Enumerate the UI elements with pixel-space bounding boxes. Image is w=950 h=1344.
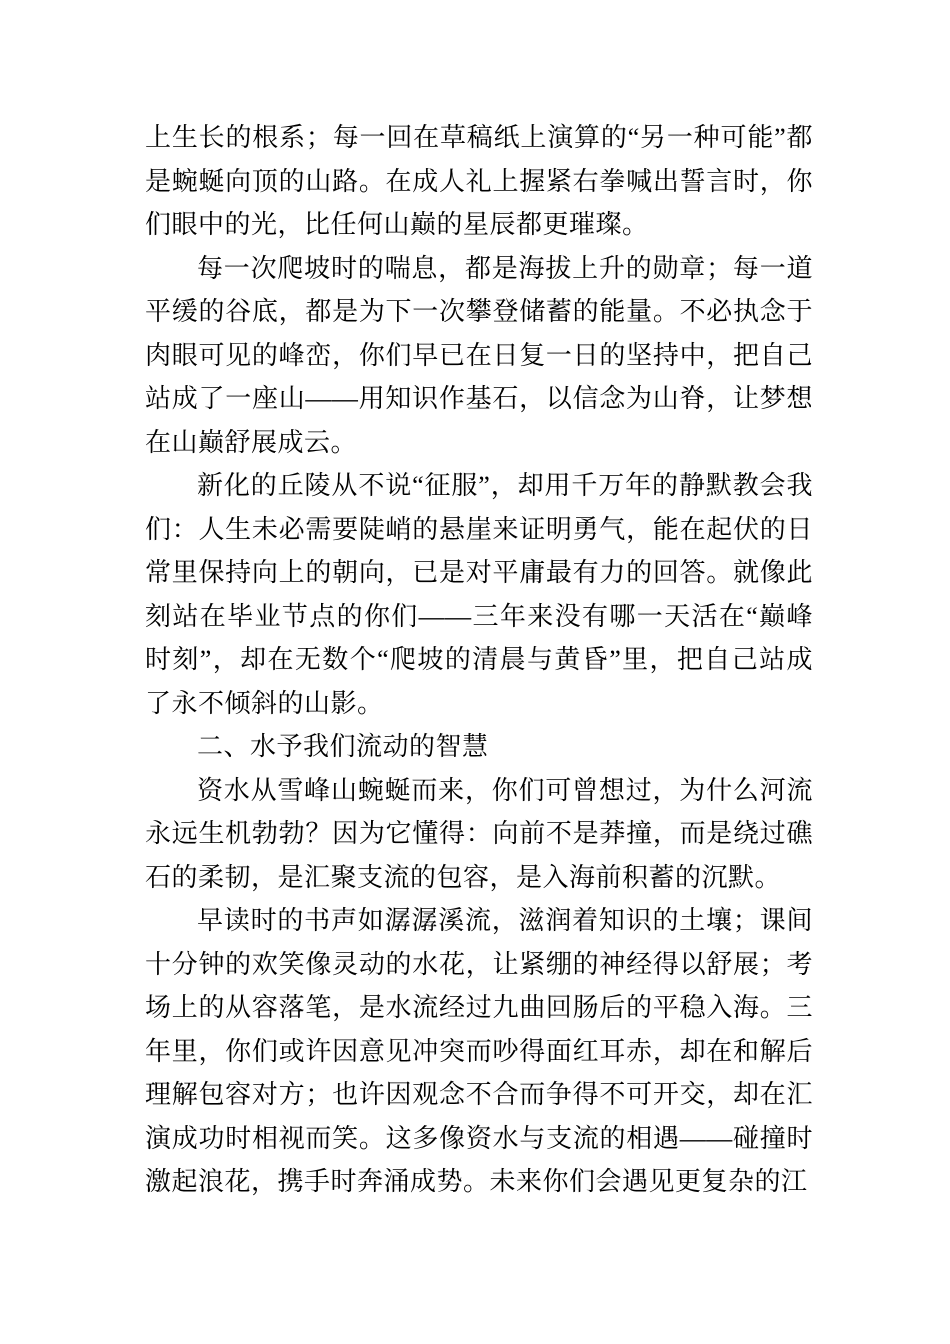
paragraph-xinhua-hills: 新化的丘陵从不说“征服”，却用千万年的静默教会我们：人生未必需要陡峭的悬崖来证明勇气，能在起伏的日常里保持向上的朝向，已是对平庸最有力的回答。就像此刻站在毕业节点的你们——三年来没有哪一天活在“巅峰时刻”，却在无数个“爬坡的清晨与黄昏”里，把自己站成了永不倾斜的山影。 [145, 471, 813, 718]
paragraph-mountain-continuation: 上生长的根系；每一回在草稿纸上演算的“另一种可能”都是蜿蜒向顶的山路。在成人礼上握紧右拳喊出誓言时，你们眼中的光，比任何山巅的星辰都更璀璨。 [145, 123, 813, 239]
document-body [145, 116, 813, 1204]
paragraph-zishui-river: 资水从雪峰山蜿蜒而来，你们可曾想过，为什么河流永远生机勃勃？因为它懂得：向前不是莽撞，而是绕过礁石的柔韧，是汇聚支流的包容，是入海前积蓄的沉默。 [145, 775, 813, 892]
section-heading-water-wisdom: 二、水予我们流动的智慧 [197, 732, 489, 761]
paragraph-reading-stream: 早读时的书声如潺潺溪流，滋润着知识的土壤；课间十分钟的欢笑像灵动的水花，让紧绷的神经得以舒展；考场上的从容落笔，是水流经过九曲回肠后的平稳入海。三年里，你们或许因意见冲突而吵得面红耳赤，却在和解后理解包容对方；也许因观念不合而争得不可开交，却在汇演成功时相视而笑。这多像资水与支流的相遇——碰撞时激起浪花，携手时奔涌成势。未来你们会遇见更复杂的江 [145, 906, 813, 1196]
paragraph-climbing-medal: 每一次爬坡时的喘息，都是海拔上升的勋章；每一道平缓的谷底，都是为下一次攀登储蓄的能量。不必执念于肉眼可见的峰峦，你们早已在日复一日的坚持中，把自己站成了一座山——用知识作基石，以信念为山脊，让梦想在山巅舒展成云。 [145, 253, 813, 457]
